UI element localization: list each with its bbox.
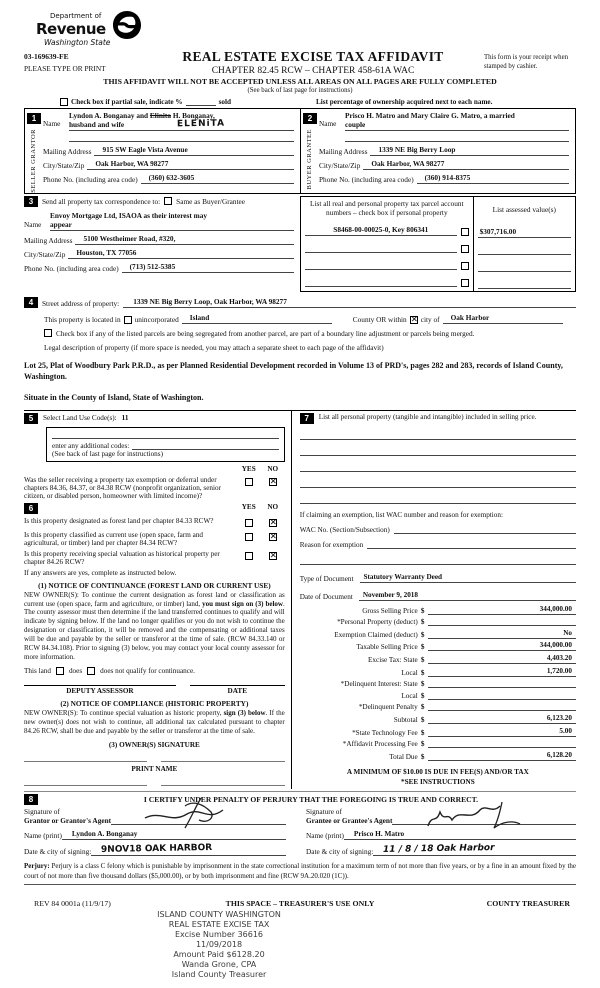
buyer-side-label: BUYER GRANTEE xyxy=(306,129,314,190)
fee-label: *Affidavit Processing Fee xyxy=(342,740,418,749)
grantee-date-city-field[interactable]: 11 / 8 / 18 Oak Harbor xyxy=(373,844,576,856)
seller-section xyxy=(25,109,300,193)
date-of-document-label: Date of Document xyxy=(299,592,353,601)
grantee-name-print-field[interactable]: Prisco H. Matro xyxy=(344,829,576,840)
exemption-question: Was the seller receiving a property tax exemption or deferral under chapters 84.36, 84.37, or 84.38 RCW (nonprofit organization, senior citizen, or disabled person, homeowner with limited income)? xyxy=(24,475,221,500)
q2-no-checkbox[interactable] xyxy=(269,533,277,541)
yes-no-header-2: YES NO xyxy=(241,502,279,511)
land-use-column xyxy=(24,411,292,789)
dor-swirl-icon xyxy=(112,10,142,40)
correspondence-mailing-label: Mailing Address xyxy=(24,235,73,245)
county-or-label: County OR within xyxy=(352,314,407,324)
correspondence-parcels-row xyxy=(24,196,576,292)
middle-section xyxy=(24,410,576,789)
grantee-signature-label: Signature of Grantee or Grantee's Agent xyxy=(306,806,393,825)
buyer-mailing-label: Mailing Address xyxy=(319,147,368,156)
fee-label: Subtotal xyxy=(393,715,418,724)
forest-land-question: Is this property designated as forest land per chapter 84.33 RCW? xyxy=(24,516,214,525)
form-subtitle: CHAPTER 82.45 RCW – CHAPTER 458-61A WAC xyxy=(211,66,415,76)
owner-signature-line[interactable] xyxy=(161,761,284,762)
parcel-number-field[interactable] xyxy=(305,244,457,253)
certification-section xyxy=(24,791,576,856)
type-of-document-field[interactable]: Statutory Warranty Deed xyxy=(360,573,576,583)
seller-phone-label: Phone No. (including area code) xyxy=(43,175,138,184)
dor-logo xyxy=(36,12,576,47)
assessed-value-field[interactable] xyxy=(478,246,571,255)
seller-name-label: Name xyxy=(43,119,61,128)
fee-value-field[interactable]: 6,123.20 xyxy=(428,714,576,724)
fee-table: Gross Selling Price $ 344,000.00 *Personal Property (deduct) $ Exemption Claimed (deduct) $ No Taxable Selling Price $ 344,000.00 Excise Tax: State $ 4,403.20 Local $ 1,720.00 *Delinquent Interest: State $ Local $ *Delinquent Penalty $ Subtotal $ 6,123.20 *State Technology Fee $ 5.00 *Affidavit Processing Fee $ Total Due $ 6,128.20 xyxy=(300,605,576,761)
fee-label: Local xyxy=(401,691,418,700)
q2-yes-checkbox[interactable] xyxy=(245,533,253,541)
grantee-date-city-label: Date & city of signing: xyxy=(306,846,374,856)
seller-side-label: SELLER GRANTOR xyxy=(30,129,38,193)
situate-text: Situate in the County of Island, State of Washington. xyxy=(24,392,204,402)
notice2-body: NEW OWNER(S): To continue special valuation as historic property, sign (3) below. If the new owner(s) does not wish to continue, all additional tax calculated pursuant to chapter 84.26 RCW, shall be due and payable by the seller or transferor at the time of sale. xyxy=(24,709,285,736)
sold-label: sold xyxy=(218,98,231,106)
rev-number: REV 84 0001a (11/9/17) xyxy=(34,898,111,908)
form-number-block xyxy=(24,49,142,76)
fee-label: Exemption Claimed (deduct) xyxy=(334,630,418,639)
parcel-personal-checkbox[interactable] xyxy=(461,279,469,287)
unincorporated-label: unincorporated xyxy=(134,314,179,324)
minimum-due-note: A MINIMUM OF $10.00 IS DUE IN FEE(S) AND/OR TAX *SEE INSTRUCTIONS xyxy=(346,767,529,786)
correspondence-city-label: City/State/Zip xyxy=(24,249,66,259)
correspondence-city-field[interactable]: Houston, TX 77056 xyxy=(68,248,294,259)
reason-line[interactable] xyxy=(300,555,576,565)
personal-property-line[interactable] xyxy=(300,478,576,488)
grantor-date-city-field[interactable]: 9NOV18 OAK HARBOR xyxy=(91,844,286,856)
fee-value-field[interactable]: 1,720.00 xyxy=(428,667,576,677)
additional-code-line[interactable] xyxy=(52,430,279,439)
continuance-row xyxy=(24,667,285,675)
print-name-line[interactable] xyxy=(161,785,284,786)
fee-value-field[interactable] xyxy=(428,617,576,626)
buyer-name-field[interactable]: Prisco H. Matro and Mary Claire G. Matro, a married couple xyxy=(345,111,569,131)
parcel-number-field[interactable] xyxy=(305,278,457,287)
land-use-code-field[interactable]: 11 xyxy=(121,414,129,423)
assessed-value-field[interactable] xyxy=(478,280,571,289)
parcel-personal-checkbox[interactable] xyxy=(461,228,469,236)
partial-sale-label: Check box if partial sale, indicate % xyxy=(71,98,183,106)
seller-name-field[interactable]: Lyndon A. Bonganay and Elinita H. Bonganay, husband and wife ELENiTA xyxy=(69,111,294,131)
owners-signature-label: (3) OWNER(S) SIGNATURE xyxy=(108,741,200,750)
fee-label: *State Technology Fee xyxy=(352,728,418,737)
section-7-number: 7 xyxy=(300,413,314,424)
grantee-signature-field[interactable] xyxy=(392,815,576,825)
type-of-document-label: Type of Document xyxy=(299,574,354,583)
partial-sale-checkbox[interactable] xyxy=(60,98,68,106)
exemption-note: If claiming an exemption, list WAC number and reason for exemption: xyxy=(299,510,503,519)
sec5-no-checkbox[interactable] xyxy=(269,478,277,486)
legal-description-text: Lot 25, Plat of Woodbury Park P.R.D., as per Planned Residential Development recorded in Volume 13 of PRD's, pages 282 and 283, records of Island County, Washington. xyxy=(24,360,563,382)
buyer-mailing-field[interactable]: 1339 NE Big Berry Loop xyxy=(370,145,569,156)
buyer-name-label: Name xyxy=(319,119,337,128)
section-2-number: 2 xyxy=(303,113,317,124)
buyer-phone-label: Phone No. (including area code) xyxy=(319,175,414,184)
date-of-document-field[interactable]: November 9, 2018 xyxy=(359,591,576,601)
fee-value-field[interactable] xyxy=(428,739,576,748)
q3-yes-checkbox[interactable] xyxy=(245,552,253,560)
fee-label: Excise Tax: State xyxy=(368,655,418,664)
deputy-assessor-date-line[interactable]: DATE xyxy=(190,685,285,695)
additional-codes-field[interactable] xyxy=(132,441,278,450)
print-name-lines xyxy=(24,785,285,786)
buyer-section xyxy=(300,109,575,193)
fee-value-field[interactable]: 344,000.00 xyxy=(428,605,576,615)
grantor-date-city-label: Date & city of signing: xyxy=(24,846,92,856)
partial-sale-percent-field[interactable] xyxy=(186,99,216,106)
additional-codes-box xyxy=(46,427,285,462)
located-in-label: This property is located in xyxy=(44,314,121,324)
does-not-checkbox[interactable] xyxy=(87,667,95,675)
fee-label: Local xyxy=(401,668,418,677)
fee-value-field[interactable] xyxy=(428,679,576,688)
section-8-number: 8 xyxy=(24,794,38,805)
correspondence-phone-label: Phone No. (including area code) xyxy=(24,263,119,273)
reason-label: Reason for exemption xyxy=(299,540,364,549)
correspondence-label: Send all property tax correspondence to: xyxy=(42,196,161,206)
county-field[interactable]: Island xyxy=(182,313,332,324)
notice1-body: NEW OWNER(S): To continue the current designation as forest land or classification as current use (open space, farm and agriculture, or timber) land, you must sign on (3) below. The county assessor must then determine if the land transferred continues to qualify and will indicate by signing below. If the land no longer qualifies or you do not wish to continue the designation or classification, it will be removed and the compensating or additional taxes will be due and payable by the seller or transferor at the time of sale. (RCW 84.33.140 or RCW 84.34.108). Prior to signing (3) below, you may contact your local county assessor for more information. xyxy=(24,590,285,662)
notice1-title: (1) NOTICE OF CONTINUANCE (FOREST LAND OR CURRENT USE) xyxy=(38,580,271,590)
footer-row xyxy=(24,899,576,908)
grantor-signature-block xyxy=(24,807,300,856)
deputy-assessor-row xyxy=(24,685,285,695)
q1-no-checkbox[interactable] xyxy=(269,519,277,527)
buyer-city-field[interactable]: Oak Harbor, WA 98277 xyxy=(363,159,569,170)
grantee-name-print-label: Name (print) xyxy=(306,830,344,840)
see-back-note: (See back of last page for instructions) xyxy=(247,87,353,94)
assessed-value-field[interactable]: $307,716.00 xyxy=(478,227,571,238)
section-6-number: 6 xyxy=(24,503,38,514)
does-label: does xyxy=(68,667,83,676)
historical-question: Is this property receiving special valuation as historical property per chapter 84.26 RCW? xyxy=(24,549,220,566)
parcel-number-field[interactable] xyxy=(305,261,457,270)
receipt-note: This form is your receipt when stamped by cashier. xyxy=(484,54,568,71)
notice2-title: (2) NOTICE OF COMPLIANCE (HISTORIC PROPERTY) xyxy=(60,699,249,709)
section-3-number: 3 xyxy=(24,196,38,207)
buyer-phone-field[interactable]: (360) 914-8375 xyxy=(417,173,569,184)
section-5-number: 5 xyxy=(24,413,38,424)
treasurer-stamp: ISLAND COUNTY WASHINGTON REAL ESTATE EXCISE TAX Excise Number 36616 11/09/2018 Amount Paid $6128.20 Wanda Grone, CPA Island County Treasurer xyxy=(157,909,281,979)
fee-label: *Delinquent Penalty xyxy=(358,703,418,712)
reason-field[interactable] xyxy=(367,540,576,549)
fee-label: *Personal Property (deduct) xyxy=(337,618,418,627)
personal-property-line[interactable] xyxy=(300,446,576,456)
legal-description xyxy=(24,360,576,404)
segregated-checkbox[interactable] xyxy=(44,329,52,337)
fee-value-field[interactable]: 5.00 xyxy=(428,727,576,737)
print-name-label: PRINT NAME xyxy=(131,765,178,774)
city-field[interactable]: Oak Harbor xyxy=(443,313,563,324)
treasurer-space-label: THIS SPACE – TREASURER'S USE ONLY xyxy=(225,898,375,908)
grantor-name-print-field[interactable]: Lyndon A. Bonganay xyxy=(62,829,286,840)
wac-field[interactable] xyxy=(394,525,576,534)
personal-property-column xyxy=(292,411,576,789)
certify-statement: I CERTIFY UNDER PENALTY OF PERJURY THAT THE FOREGOING IS TRUE AND CORRECT. xyxy=(143,794,479,804)
seller-name-extra-line[interactable] xyxy=(69,133,294,142)
fee-value-field[interactable]: 6,128.20 xyxy=(428,751,576,761)
fee-label: Total Due xyxy=(389,752,418,761)
deputy-assessor-signature-line[interactable]: DEPUTY ASSESSOR xyxy=(24,685,176,695)
form-number: 03-169639-FE xyxy=(24,52,69,61)
fee-label: Taxable Selling Price xyxy=(356,643,418,652)
sec5-yes-checkbox[interactable] xyxy=(245,478,253,486)
segregated-label: Check box if any of the listed parcels are being segregated from another parcel, are part of a boundary line adjustment or parcels being merged. xyxy=(56,328,475,338)
city-checkbox[interactable] xyxy=(410,316,418,324)
form-title: REAL ESTATE EXCISE TAX AFFIDAVIT xyxy=(182,49,444,64)
fee-value-field[interactable] xyxy=(428,702,576,711)
personal-property-line[interactable] xyxy=(300,462,576,472)
correspondence-mailing-field[interactable]: 5100 Westheimer Road, #320, xyxy=(75,234,294,245)
street-address-field[interactable]: 1339 NE Big Berry Loop, Oak Harbor, WA 98277 xyxy=(123,297,576,308)
seller-name-handwritten-correction: ELENiTA xyxy=(176,118,226,130)
grantor-signature-label: Signature of Grantor or Grantor's Agent xyxy=(24,806,112,825)
print-name-line[interactable] xyxy=(24,785,147,786)
parcel-personal-checkbox[interactable] xyxy=(461,262,469,270)
current-use-question: Is this property classified as current use (open space, farm and agricultural, or timber) land per chapter 84.34 RCW? xyxy=(24,530,204,547)
parcel-personal-checkbox[interactable] xyxy=(461,245,469,253)
seller-name-struck: Elinita xyxy=(149,111,172,120)
section-1-number: 1 xyxy=(27,113,41,124)
if-any-note: If any answers are yes, complete as instructed below. xyxy=(24,568,177,577)
assessed-value-field[interactable] xyxy=(478,263,571,272)
grantee-signature-block xyxy=(300,807,576,856)
seller-phone-field[interactable]: (360) 632-3605 xyxy=(141,173,294,184)
personal-property-line[interactable] xyxy=(300,430,576,440)
owner-signature-line[interactable] xyxy=(24,761,147,762)
buyer-name-extra-line[interactable] xyxy=(345,133,569,142)
does-checkbox[interactable] xyxy=(56,667,64,675)
parcel-header: List all real and personal property tax parcel account numbers – check box if personal property xyxy=(310,198,464,217)
q3-no-checkbox[interactable] xyxy=(269,552,277,560)
parcel-number-field[interactable]: S8468-00-00025-0, Key 806341 xyxy=(305,225,457,236)
grantor-signature-icon xyxy=(141,796,261,830)
correspondence-section xyxy=(24,196,300,292)
logo-line2: Revenue xyxy=(36,20,106,38)
parties-section xyxy=(24,108,576,194)
seller-city-field[interactable]: Oak Harbor, WA 98277 xyxy=(87,159,294,170)
owner-signature-lines xyxy=(24,761,285,762)
logo-line3: Washington State xyxy=(44,38,111,47)
fee-value-field[interactable]: No xyxy=(428,629,576,639)
street-address-label: Street address of property: xyxy=(42,298,120,308)
title-block xyxy=(142,49,484,76)
property-address-section xyxy=(24,297,576,352)
fee-label: *Delinquent Interest: State xyxy=(340,680,418,689)
correspondence-name-label: Name xyxy=(24,219,42,229)
fee-value-field[interactable]: 4,403.20 xyxy=(428,654,576,664)
does-not-label: does not qualify for continuance. xyxy=(100,667,195,676)
fee-value-field[interactable] xyxy=(428,691,576,700)
fee-value-field[interactable]: 344,000.00 xyxy=(428,641,576,651)
personal-property-line[interactable] xyxy=(300,494,576,504)
completion-warning: THIS AFFIDAVIT WILL NOT BE ACCEPTED UNLESS ALL AREAS ON ALL PAGES ARE FULLY COMPLETED xyxy=(103,77,497,86)
correspondence-name-field[interactable]: Envoy Mortgage Ltd, ISAOA as their interest may appear xyxy=(50,211,294,231)
unincorporated-checkbox[interactable] xyxy=(124,316,132,324)
partial-sale-row xyxy=(24,98,576,106)
grantor-signature-field[interactable] xyxy=(111,815,286,825)
same-as-buyer-checkbox[interactable] xyxy=(164,197,172,205)
please-type-or-print: PLEASE TYPE OR PRINT xyxy=(24,64,106,73)
grantee-signature-icon xyxy=(422,800,532,830)
yes-no-header: YES NO xyxy=(241,464,279,473)
same-as-buyer-label: Same as Buyer/Grantee xyxy=(176,196,246,206)
perjury-statement: Perjury: Perjury is a class C felony which is punishable by imprisonment in the state correctional institution for a maximum term of not more than five years, or by a fine in an amount fixed by the court of not more than five thousand dollars ($5,000.00), or by both imprisonment and fine (RCW 9A.20.020 (1C)). xyxy=(24,862,576,885)
county-treasurer-label: COUNTY TREASURER xyxy=(486,898,570,908)
seller-city-label: City/State/Zip xyxy=(43,161,85,170)
see-back-instructions: (See back of last page for instructions) xyxy=(52,449,163,458)
buyer-city-label: City/State/Zip xyxy=(319,161,361,170)
logo-line1: Department of xyxy=(50,12,102,20)
ownership-note: List percentage of ownership acquired next to each name. xyxy=(316,98,493,106)
city-of-label: city of xyxy=(420,314,440,324)
correspondence-phone-field[interactable]: (713) 512-5385 xyxy=(122,262,294,273)
dor-logo-text xyxy=(36,12,110,47)
wac-label: WAC No. (Section/Subsection) xyxy=(299,525,390,534)
additional-codes-label: enter any additional codes: xyxy=(52,441,130,450)
section-4-number: 4 xyxy=(24,297,38,308)
seller-mailing-label: Mailing Address xyxy=(43,147,92,156)
header-row xyxy=(24,49,576,76)
fee-label: Gross Selling Price xyxy=(362,606,418,615)
this-land-label: This land xyxy=(24,667,51,676)
legal-description-label: Legal description of property (if more space is needed, you may attach a separate sheet to each page of the affidavit) xyxy=(44,342,384,352)
grantor-name-print-label: Name (print) xyxy=(24,830,62,840)
seller-mailing-field[interactable]: 915 SW Eagle Vista Avenue xyxy=(94,145,294,156)
parcel-section xyxy=(300,196,576,292)
personal-property-label: List all personal property (tangible and intangible) included in selling price. xyxy=(318,412,537,421)
q1-yes-checkbox[interactable] xyxy=(245,519,253,527)
land-use-label: Select Land Use Code(s): xyxy=(43,414,117,423)
assessed-value-header: List assessed value(s) xyxy=(492,204,556,214)
